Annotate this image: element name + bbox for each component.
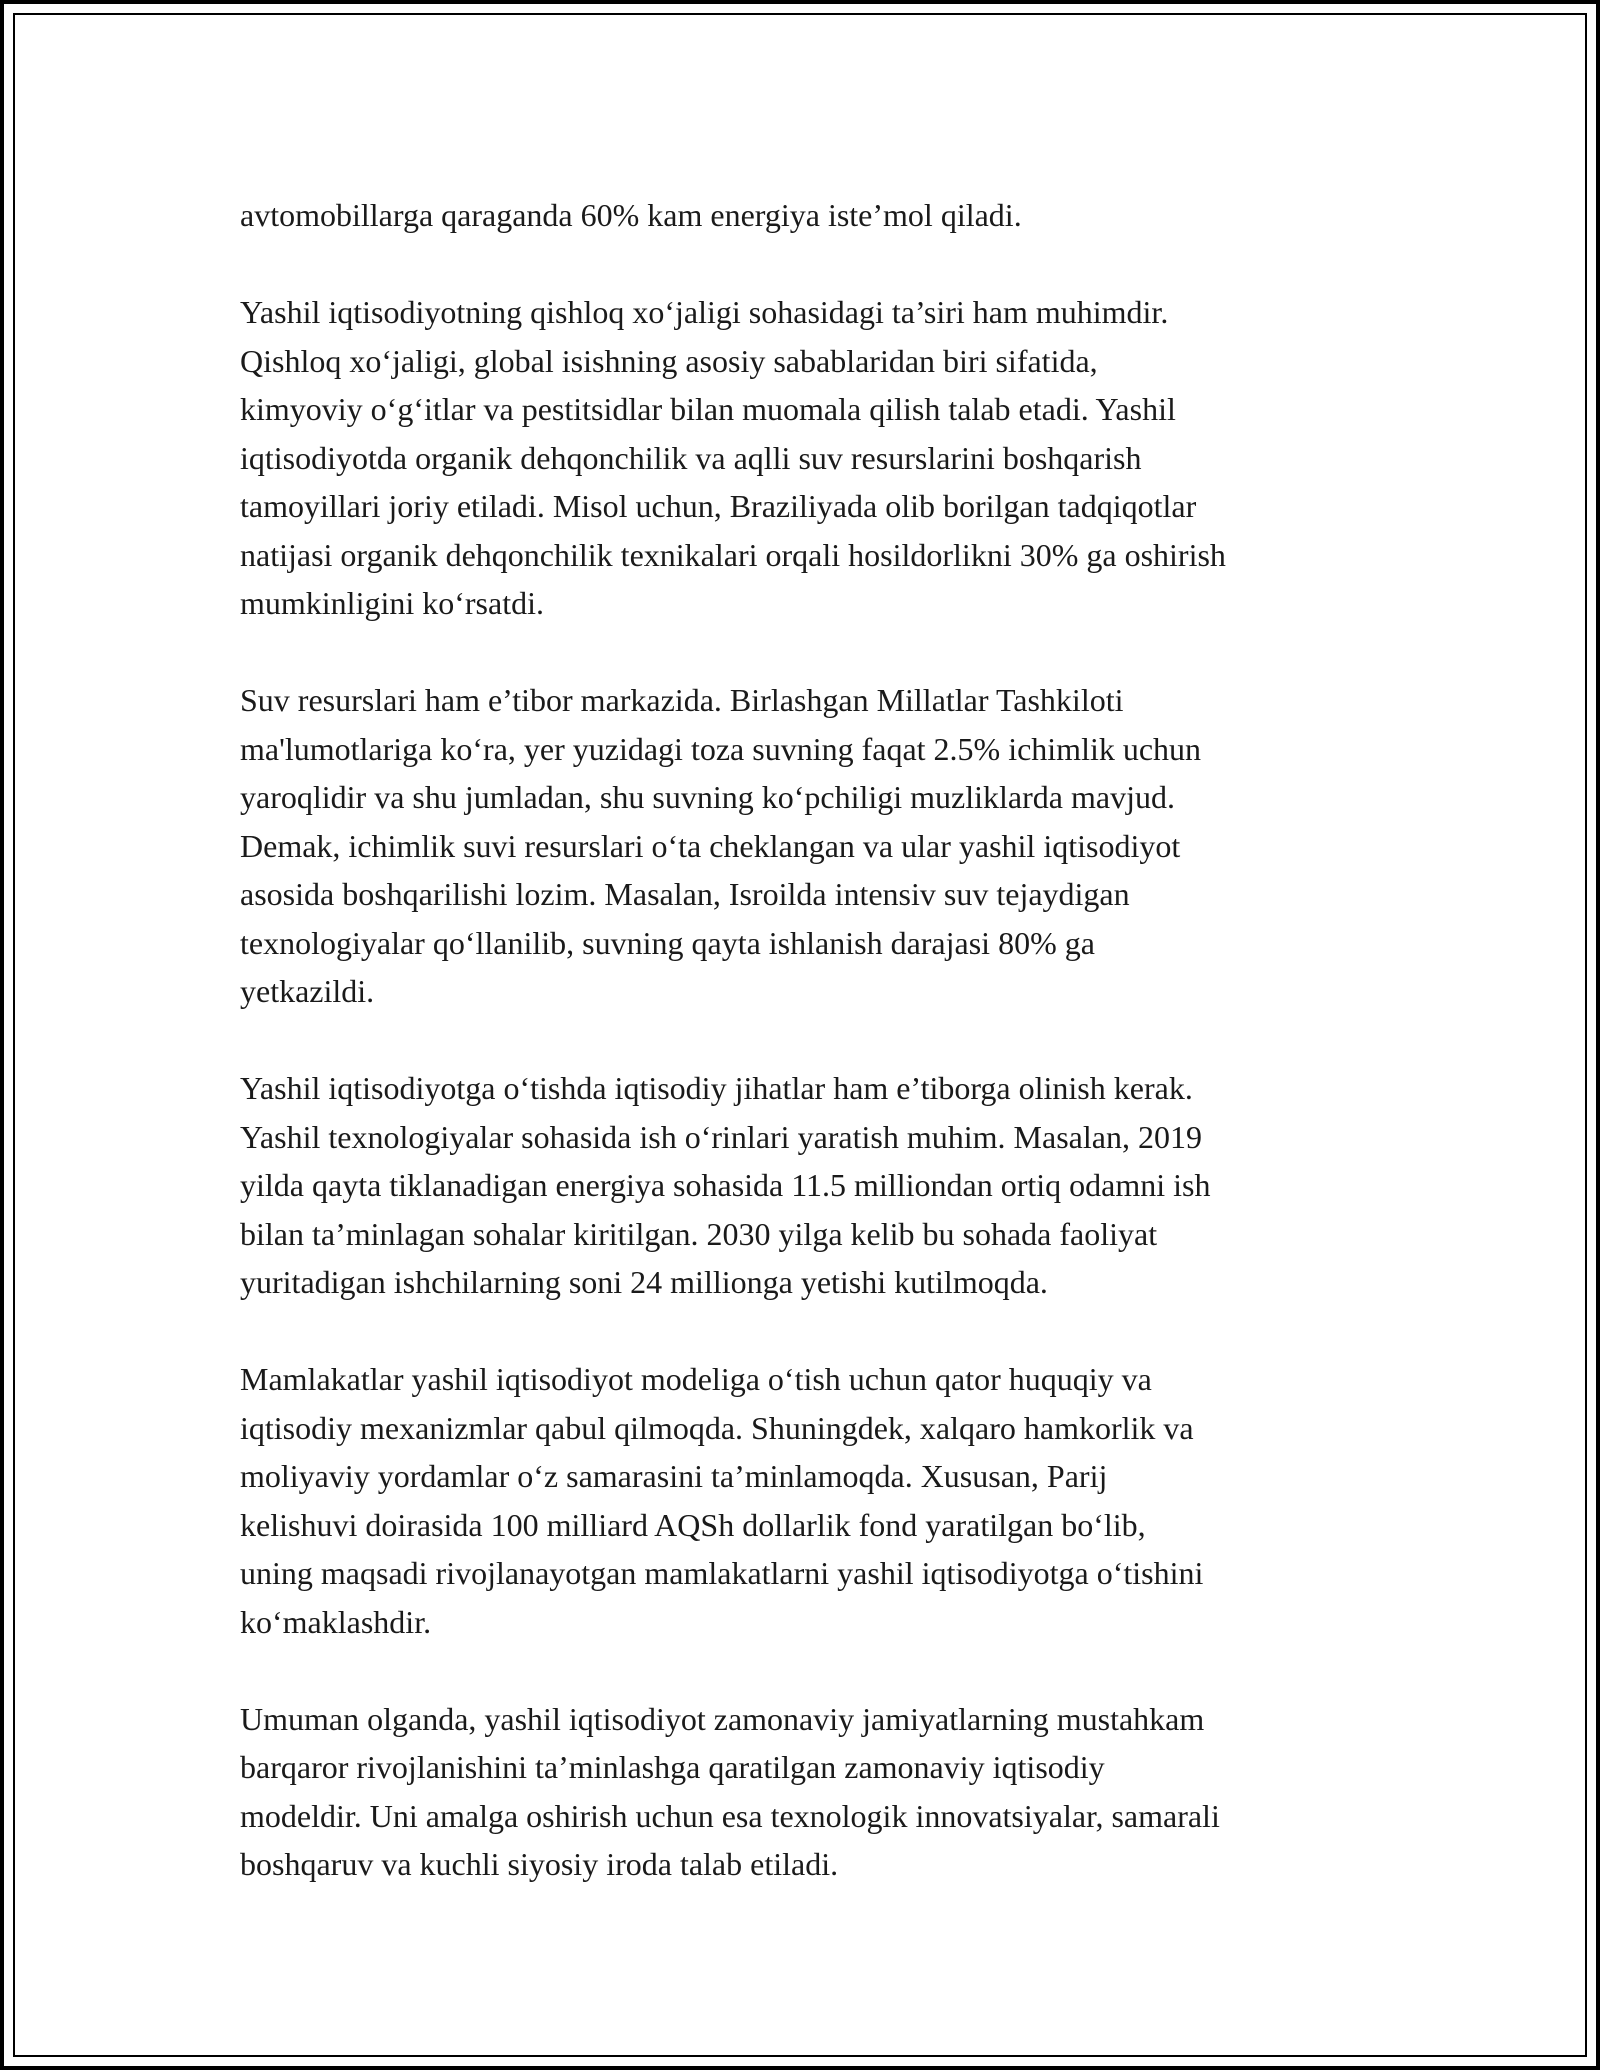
- paragraph-4: Yashil iqtisodiyotga o‘tishda iqtisodiy jihatlar ham e’tiborga olinish kerak. Yashil texnologiyalar sohasida ish o‘rinlari yaratish muhim. Masalan, 2019 yilda qayta tiklanadigan energiya sohasida 11.5 milliondan ortiq odamni ish bilan ta’minlagan sohalar kiritilgan. 2030 yilga kelib bu sohada faoliyat yuritadigan ishchilarning soni 24 millionga yetishi kutilmoqda.: [240, 1070, 1211, 1300]
- paragraph-3: Suv resurslari ham e’tibor markazida. Birlashgan Millatlar Tashkiloti ma'lumotlariga ko‘ra, yer yuzidagi toza suvning faqat 2.5% ichimlik uchun yaroqlidir va shu jumladan, shu suvning ko‘pchiligi muzliklarda mavjud. Demak, ichimlik suvi resurslari o‘ta cheklangan va ular yashil iqtisodiyot asosida boshqarilishi lozim. Masalan, Isroilda intensiv suv tejaydigan texnologiyalar qo‘llanilib, suvning qayta ishlanish darajasi 80% ga yetkazildi.: [240, 682, 1202, 1009]
- paragraph-5: Mamlakatlar yashil iqtisodiyot modeliga o‘tish uchun qator huquqiy va iqtisodiy mexanizmlar qabul qilmoqda. Shuningdek, xalqaro hamkorlik va moliyaviy yordamlar o‘z samarasini ta’minlamoqda. Xususan, Parij kelishuvi doirasida 100 milliard AQSh dollarlik fond yaratilgan bo‘lib, uning maqsadi rivojlanayotgan mamlakatlarni yashil iqtisodiyotga o‘tishini ko‘maklashdir.: [240, 1361, 1204, 1640]
- paragraph-1: avtomobillarga qaraganda 60% kam energiya iste’mol qiladi.: [240, 197, 1022, 233]
- document-body: [240, 191, 1380, 1889]
- paragraph-6: Umuman olganda, yashil iqtisodiyot zamonaviy jamiyatlarning mustahkam barqaror rivojlanishini ta’minlashga qaratilgan zamonaviy iqtisodiy modeldir. Uni amalga oshirish uchun esa texnologik innovatsiyalar, samarali boshqaruv va kuchli siyosiy iroda talab etiladi.: [240, 1700, 1220, 1882]
- paragraph-2: Yashil iqtisodiyotning qishloq xo‘jaligi sohasidagi ta’siri ham muhimdir. Qishloq xo‘jaligi, global isishning asosiy sabablaridan biri sifatida, kimyoviy o‘g‘itlar va pestitsidlar bilan muomala qilish talab etadi. Yashil iqtisodiyotda organik dehqonchilik va aqlli suv resurslarini boshqarish tamoyillari joriy etiladi. Misol uchun, Braziliyada olib borilgan tadqiqotlar natijasi organik dehqonchilik texnikalari orqali hosildorlikni 30% ga oshirish mumkinligini ko‘rsatdi.: [240, 294, 1226, 621]
